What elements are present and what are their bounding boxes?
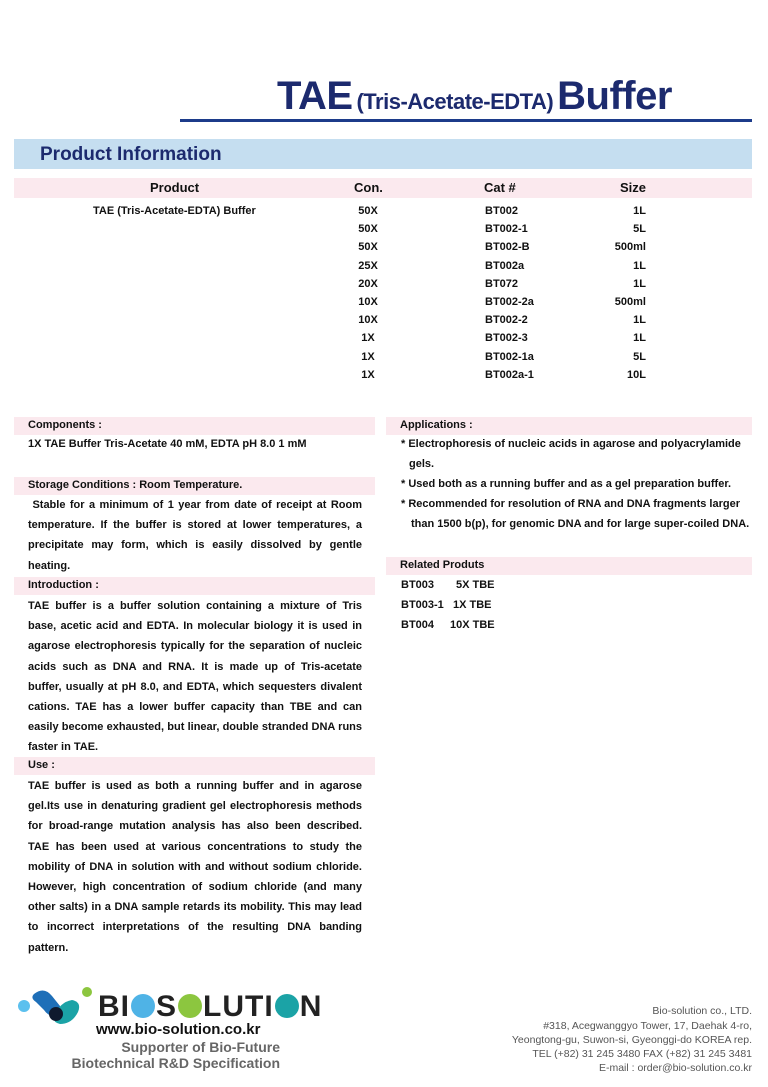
table-row — [0, 278, 768, 296]
storage-heading-wrap — [28, 479, 242, 491]
logo-o-green — [178, 994, 202, 1018]
cell-con: 10X — [358, 296, 378, 308]
cell-cat: BT002a-1 — [485, 368, 534, 381]
storage-text: Stable for a minimum of 1 year from date of receipt at Room temperature. If the buffer is stored at lower temperatures, a precipitate may form, which is easily dissolved by gentle heating. — [28, 499, 362, 572]
cell-con: 10X — [358, 314, 378, 327]
use-heading: Use : — [28, 759, 55, 771]
application-item-1-cont: gels. — [409, 458, 435, 470]
related-item-name: 1X TBE — [453, 599, 492, 611]
logo-dot-green — [82, 987, 92, 997]
introduction-heading: Introduction : — [28, 579, 99, 591]
logo-letter: U — [222, 990, 246, 1023]
cell-size: 5L — [633, 350, 646, 363]
website-url[interactable]: www.bio-solution.co.kr — [96, 1021, 261, 1038]
logo-letter: N — [299, 990, 323, 1023]
table-row — [0, 241, 768, 259]
related-header — [386, 557, 752, 575]
applications-heading: Applications : — [400, 419, 473, 431]
title-main: TAE — [277, 74, 353, 118]
product-information-heading: Product Information — [40, 144, 222, 165]
tagline-2: Biotechnical R&D Specification — [71, 1055, 280, 1071]
cell-cat: BT002-B — [485, 241, 530, 254]
logo-dot-light — [18, 1000, 30, 1012]
col-size: Size — [620, 180, 647, 195]
components-heading: Components : — [28, 419, 102, 431]
cell-cat: BT002-1 — [485, 223, 528, 236]
cell-size: 1L — [633, 205, 646, 217]
table-row — [0, 351, 768, 369]
cell-cat: BT002-3 — [485, 332, 528, 345]
logo-dot-dark — [49, 1007, 63, 1021]
cell-con: 1X — [361, 350, 375, 363]
product-information-bar — [14, 139, 752, 169]
cell-con: 50X — [358, 241, 378, 254]
table-row — [0, 369, 768, 387]
title-underline — [180, 119, 752, 122]
related-item-cat: BT004 — [401, 619, 435, 631]
cell-con: 50X — [358, 223, 378, 236]
cell-cat: BT002 — [485, 205, 519, 217]
storage-header — [14, 477, 375, 495]
related-item-cat: BT003 — [401, 579, 435, 591]
cell-cat: BT002-1a — [485, 350, 534, 363]
phone-fax: TEL (+82) 31 245 3480 FAX (+82) 31 245 3481 — [532, 1048, 752, 1060]
logo-o-teal — [275, 994, 299, 1018]
cell-size: 1L — [633, 332, 646, 345]
cell-cat: BT002-2a — [485, 296, 534, 308]
logo-letter: I — [120, 990, 131, 1023]
cell-con: 1X — [361, 368, 375, 381]
cell-product: TAE (Tris-Acetate-EDTA) Buffer — [93, 205, 256, 217]
logo-letter: S — [156, 990, 178, 1023]
cell-size: 10L — [627, 368, 646, 381]
related-item-name: 5X TBE — [456, 579, 495, 591]
table-row — [0, 260, 768, 278]
logo-letter: T — [245, 990, 265, 1023]
col-product: Product — [150, 180, 200, 195]
table-row — [0, 314, 768, 332]
email[interactable]: E-mail : order@bio-solution.co.kr — [598, 1062, 752, 1074]
cell-con: 1X — [361, 332, 375, 345]
storage-heading: Storage Conditions : — [28, 479, 137, 491]
cell-size: 1L — [633, 314, 646, 327]
cell-cat: BT002a — [485, 259, 525, 272]
components-header — [14, 417, 375, 435]
applications-header — [386, 417, 752, 435]
application-item-3: * Recommended for resolution of RNA and DNA fragments larger — [401, 498, 741, 510]
components-text: 1X TAE Buffer Tris-Acetate 40 mM, EDTA pH 8.0 1 mM — [28, 438, 307, 450]
cell-con: 25X — [358, 259, 378, 272]
introduction-header — [14, 577, 375, 595]
table-row — [0, 223, 768, 241]
logo-letter: B — [98, 990, 121, 1023]
cell-size: 5L — [633, 223, 646, 236]
title-sub: (Tris-Acetate-EDTA) — [356, 89, 554, 114]
company-name: Bio-solution co., LTD. — [652, 1005, 752, 1017]
table-row — [0, 296, 768, 314]
application-item-2: * Used both as a running buffer and as a gel preparation buffer. — [401, 478, 732, 490]
related-item-name: 10X TBE — [450, 619, 495, 631]
page-title — [277, 74, 672, 119]
table-row — [0, 332, 768, 350]
cell-cat: BT072 — [485, 277, 519, 290]
use-header — [14, 757, 375, 775]
biosolution-wordmark — [98, 990, 322, 1024]
col-con: Con. — [354, 180, 383, 195]
application-item-3-cont: than 1500 b(p), for genomic DNA and for large super-coiled DNA. — [411, 518, 750, 530]
logo-o-blue — [131, 994, 155, 1018]
related-item-cat: BT003-1 — [401, 599, 444, 611]
address-line-2: Yeongtong-gu, Suwon-si, Gyeonggi-do KOREA rep. — [511, 1034, 752, 1046]
tagline-1: Supporter of Bio-Future — [121, 1039, 280, 1055]
cell-cat: BT002-2 — [485, 314, 528, 327]
table-row — [0, 205, 768, 223]
cell-size: 1L — [633, 259, 646, 272]
related-heading: Related Produts — [400, 559, 485, 571]
introduction-text: TAE buffer is a buffer solution containing a mixture of Tris base, acetic acid and EDTA. In molecular biology it is used in agarose electrophoresis typically for the separation of nucleic acids such as DNA and RNA. It is made up of Tris-acetate buffer, usually at pH 8.0, and EDTA, which sequesters divalent cations. TAE has a lower buffer capacity than TBE and can easily become exhausted, but linear, double stranded DNA runs faster in TAE. — [28, 600, 362, 754]
use-text: TAE buffer is used as both a running buffer and in agarose gel.Its use in denaturing gradient gel electrophoresis methods for broad-range mutation analysis has also been described. TAE has been used at various concentrations to study the mobility of DNA in solution with and without sodium chloride. However, high concentration of sodium chloride (and many other salts) in a DNA sample retards its mobility. This may lead to incorrect interpretations of the resulting DNA banding pattern. — [28, 780, 362, 954]
cell-size: 500ml — [614, 241, 646, 254]
biosolution-logo-icon — [14, 980, 98, 1030]
title-suffix: Buffer — [557, 74, 672, 118]
logo-letter: L — [203, 990, 223, 1023]
table-header — [14, 178, 752, 198]
application-item-1: * Electrophoresis of nucleic acids in agarose and polyacrylamide — [401, 438, 741, 450]
col-cat: Cat # — [484, 180, 516, 195]
logo-letter: I — [264, 990, 274, 1023]
address-line-1: #318, Acegwanggyo Tower, 17, Daehak 4-ro, — [543, 1020, 752, 1032]
cell-con: 50X — [358, 205, 378, 217]
cell-con: 20X — [358, 277, 378, 290]
cell-size: 500ml — [614, 296, 646, 308]
cell-size: 1L — [633, 277, 646, 290]
storage-heading-value: Room Temperature. — [136, 479, 243, 491]
